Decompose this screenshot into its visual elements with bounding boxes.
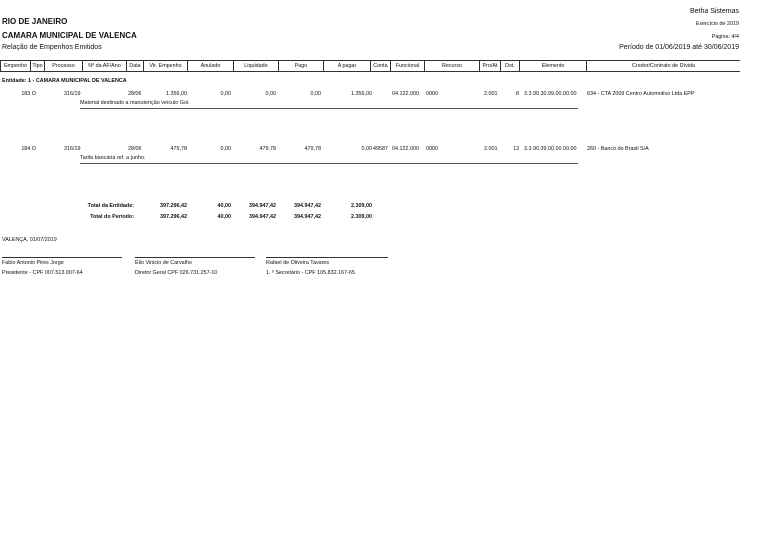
cell-dot: 13 (513, 146, 519, 152)
total-liquidado: 394.947,42 (249, 214, 276, 220)
cell-elemento: 3.3.90.30.99.00.00.00 (524, 91, 577, 97)
col-pago: Pago (279, 61, 324, 71)
col-recurso: Recurso (425, 61, 480, 71)
cell-credor: 634 - CTA 2009 Centro Automotivo Ltda EPP (587, 91, 695, 97)
row-separator (80, 163, 578, 164)
col-processo: Processo (45, 61, 83, 71)
cell-historico: Tarifa bancária ref. a junho. (80, 155, 146, 161)
col-af-ano: Nº da AF/Ano (83, 61, 127, 71)
col-funcional: Funcional (391, 61, 425, 71)
col-dot: Dot. (501, 61, 520, 71)
total-vlr-empenho: 397.296,42 (160, 214, 187, 220)
cell-empenho: 184 O (21, 146, 36, 152)
signature-role: 1. º Secretário - CPF 105.832.167-65 (266, 270, 355, 276)
total-anulado: 40,00 (217, 203, 231, 209)
total-a-pagar: 2.309,00 (351, 203, 372, 209)
total-pago: 394.947,42 (294, 203, 321, 209)
exercicio-label: Exercício de 2019 (695, 21, 739, 27)
cell-vlr-empenho: 479,78 (170, 146, 187, 152)
col-pro-at: Pro/At (480, 61, 501, 71)
cell-a-pagar: 0,00 (361, 146, 372, 152)
total-vlr-empenho: 397.296,42 (160, 203, 187, 209)
entity-title: CAMARA MUNICIPAL DE VALENCA (2, 31, 137, 40)
cell-vlr-empenho: 1.356,00 (166, 91, 187, 97)
company-name: Betha Sistemas (689, 8, 739, 15)
total-label: Total da Entidade: (87, 203, 134, 209)
cell-pro-at: 2.001 (484, 146, 498, 152)
total-pago: 394.947,42 (294, 214, 321, 220)
cell-pago: 479,78 (304, 146, 321, 152)
cell-recurso: 0000 (426, 91, 438, 97)
signature-name: Élio Vinicio de Carvalho (135, 260, 192, 266)
cell-dot: 8 (516, 91, 519, 97)
cell-processo: 316/19 (64, 91, 81, 97)
cell-empenho: 183 O (21, 91, 36, 97)
total-label: Total do Período: (90, 214, 134, 220)
col-vlr-empenho: Vlr. Empenho (144, 61, 188, 71)
cell-funcional: 04.122.000 (392, 146, 419, 152)
cell-anulado: 0,00 (220, 91, 231, 97)
page-number: Página: 4/4 (711, 34, 739, 40)
place-date: VALENÇA, 01/07/2019 (2, 237, 57, 243)
entity-section-label: Entidade: 1 - CAMARA MUNICIPAL DE VALENCA (2, 78, 127, 84)
signature-name: Fabio Antonio Pires Jorge (2, 260, 64, 266)
col-credor: Credor/Contrato de Dívida (632, 63, 695, 69)
cell-processo: 316/19 (64, 146, 81, 152)
signature-role: Presidente - CPF 007.513.007-64 (2, 270, 83, 276)
signature-line (135, 257, 255, 258)
cell-conta: 49587 (373, 146, 388, 152)
col-elemento: Elemento (520, 61, 587, 71)
signature-line (2, 257, 122, 258)
signature-line (266, 257, 388, 258)
cell-anulado: 0,00 (220, 146, 231, 152)
cell-credor: 260 - Banco do Brasil S/A (587, 146, 649, 152)
signature-role: Diretor Geral CPF 026.731.257-10 (135, 270, 218, 276)
cell-historico: Material destinado a manutenção veículo Gol. (80, 100, 190, 106)
total-anulado: 40,00 (217, 214, 231, 220)
cell-recurso: 0000 (426, 146, 438, 152)
col-liquidado: Liquidado (234, 61, 279, 71)
state-title: RIO DE JANEIRO (2, 17, 68, 26)
col-data: Data (127, 61, 144, 71)
row-separator (80, 108, 578, 109)
cell-data: 28/06 (128, 91, 142, 97)
cell-pro-at: 2.001 (484, 91, 498, 97)
col-anulado: Anulado (188, 61, 234, 71)
total-a-pagar: 2.309,00 (351, 214, 372, 220)
signature-name: Rafael de Oliveira Tavares (266, 260, 330, 266)
col-conta: Conta (371, 61, 391, 71)
cell-a-pagar: 1.356,00 (351, 91, 372, 97)
cell-liquidado: 479,78 (259, 146, 276, 152)
header-bottom-rule (0, 71, 740, 72)
col-a-pagar: A pagar (324, 61, 371, 71)
total-liquidado: 394.947,42 (249, 203, 276, 209)
col-tipo: Tipo (31, 61, 45, 71)
period-label: Período de 01/06/2019 até 30/06/2019 (619, 44, 739, 51)
cell-funcional: 04.122.000 (392, 91, 419, 97)
cell-pago: 0,00 (310, 91, 321, 97)
cell-data: 28/06 (128, 146, 142, 152)
report-title: Relação de Empenhos Emitidos (2, 44, 102, 51)
cell-elemento: 3.3.90.39.00.00.00.00 (524, 146, 577, 152)
cell-liquidado: 0,00 (265, 91, 276, 97)
col-empenho: Empenho (1, 61, 31, 71)
